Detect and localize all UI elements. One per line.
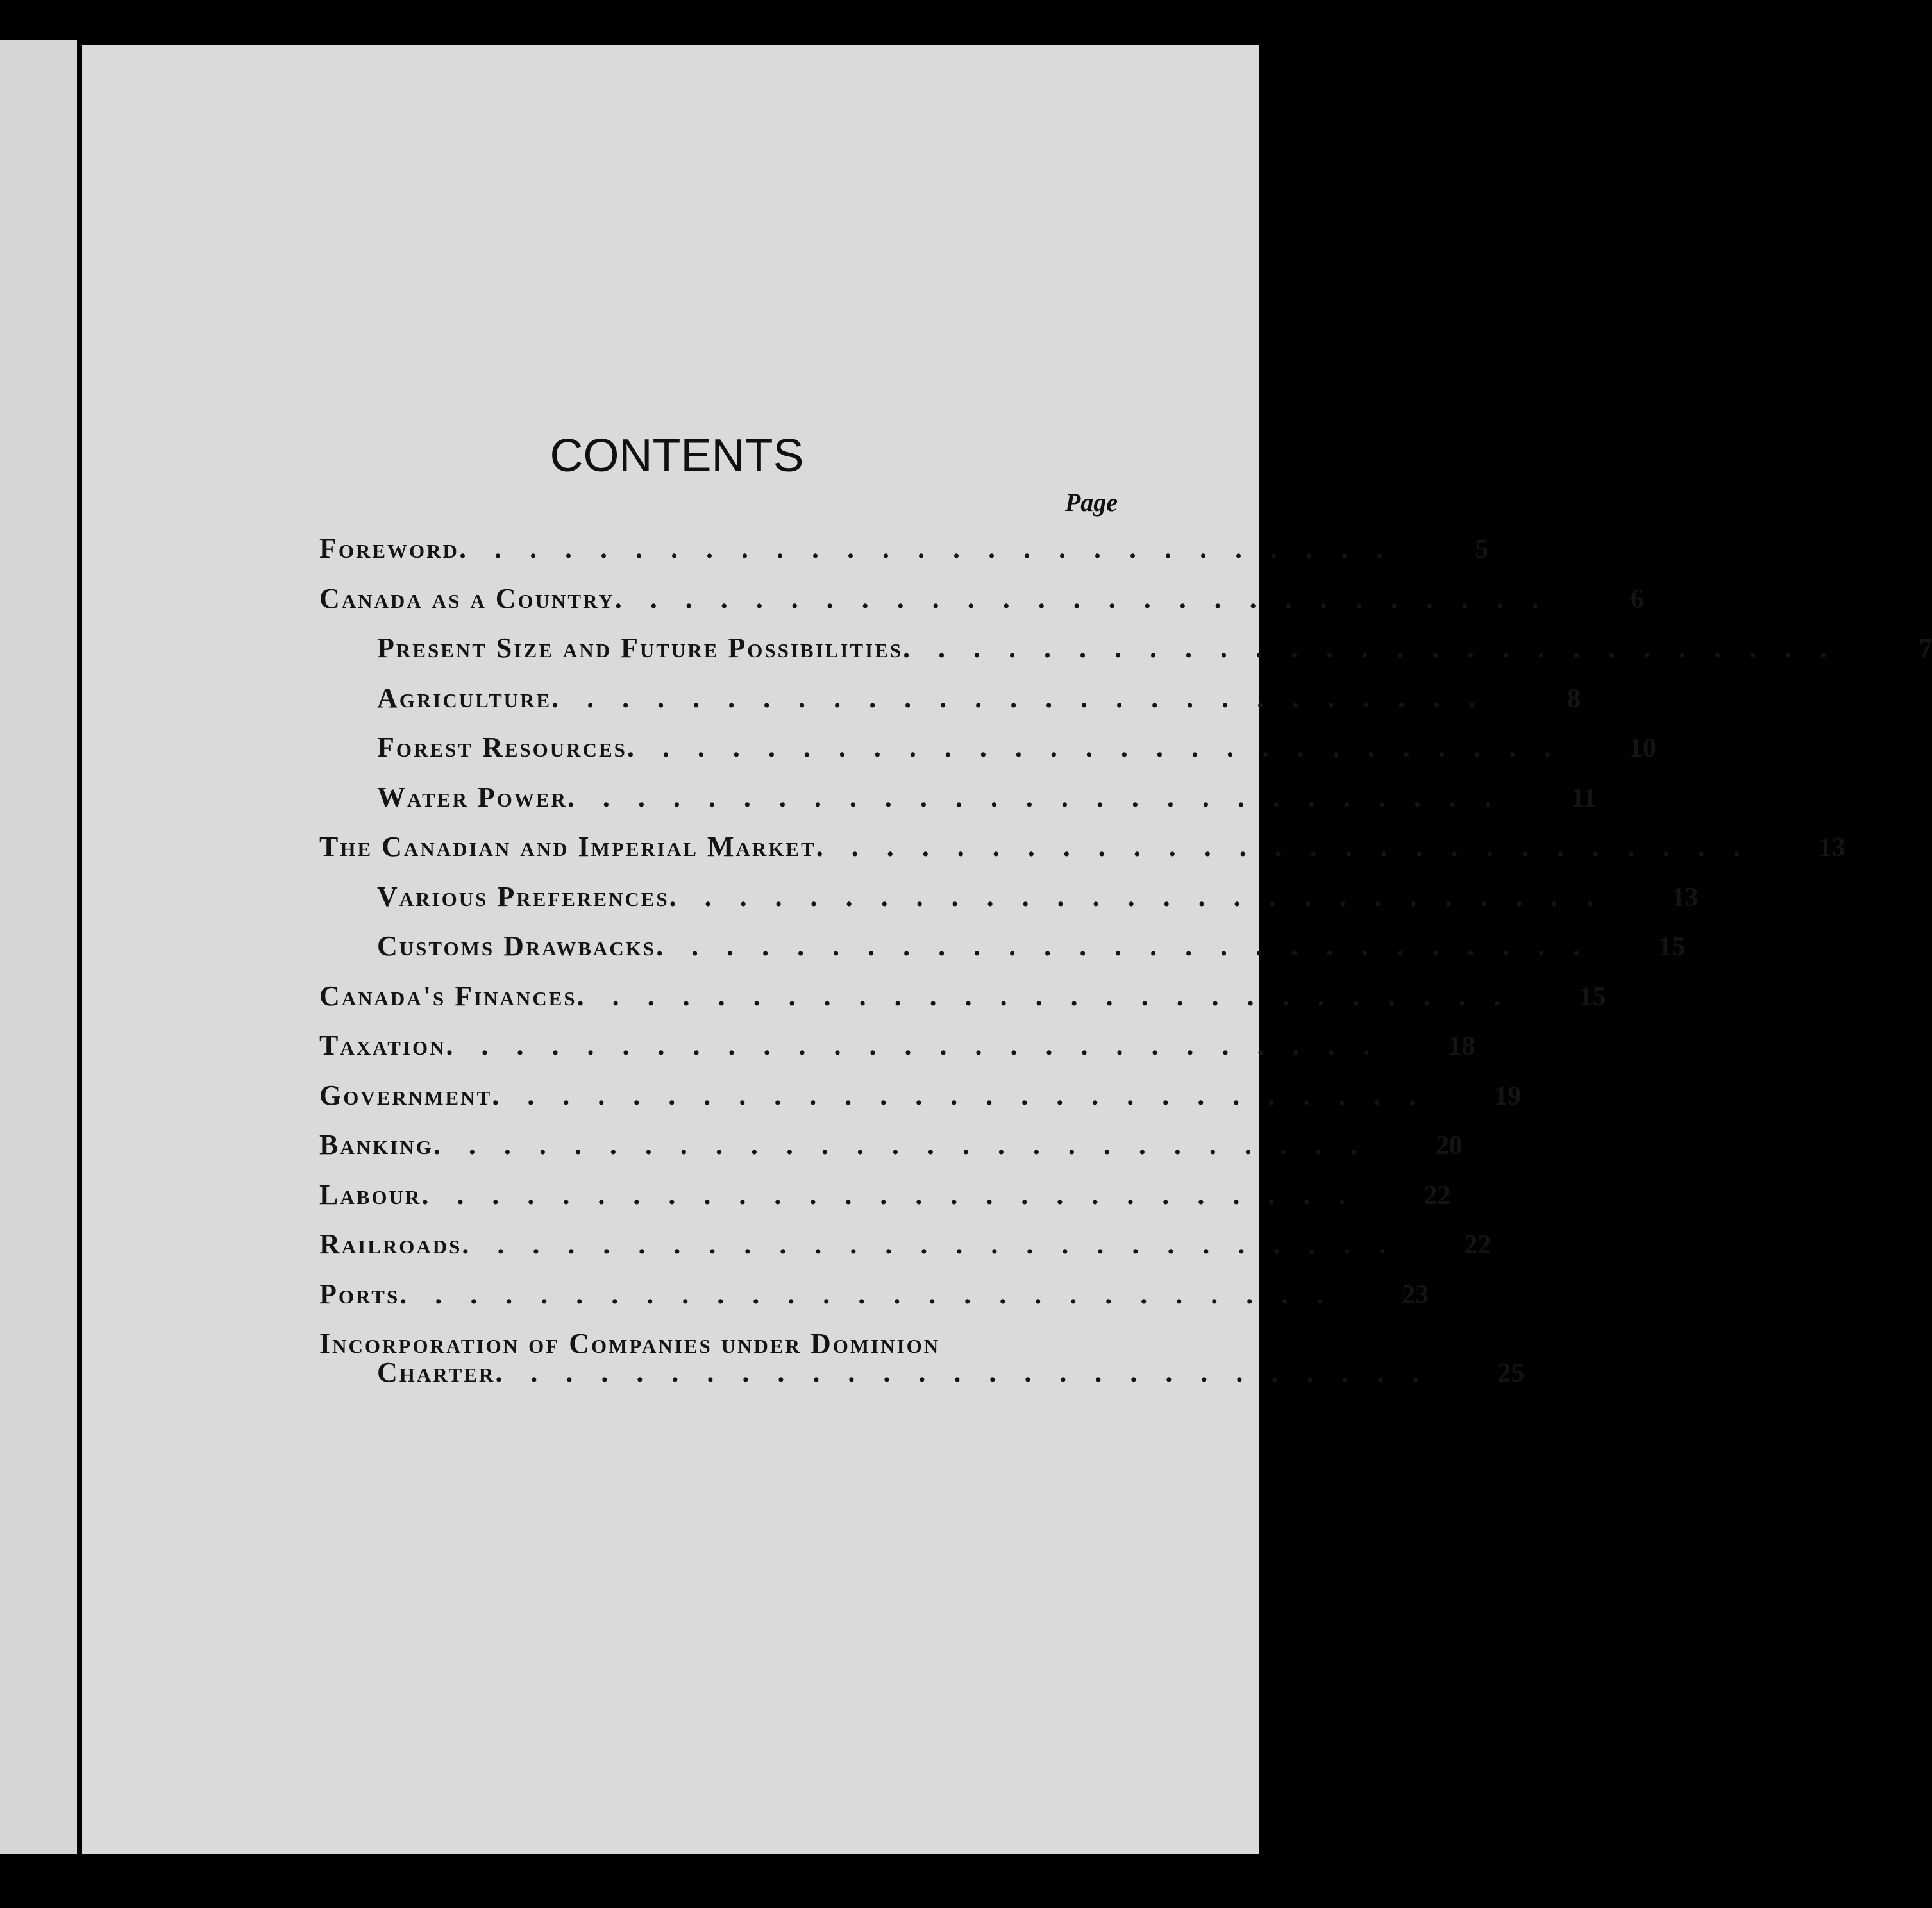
toc-entry bbox=[319, 632, 1932, 682]
toc-entry-page: 15 bbox=[1579, 982, 1606, 1012]
dot-leader: ........................... bbox=[614, 582, 1567, 614]
toc-entry-page: 18 bbox=[1448, 1032, 1475, 1061]
toc-entry-label: Ports bbox=[319, 1278, 400, 1310]
toc-entry-page: 11 bbox=[1571, 783, 1597, 813]
toc-entry-label: Banking bbox=[319, 1129, 433, 1160]
toc-entry bbox=[319, 980, 1606, 1030]
toc-entry-label: Canada as a Country bbox=[319, 582, 615, 614]
toc-entry-label: Labour bbox=[319, 1178, 422, 1210]
dot-leader: ........................... bbox=[433, 1129, 1386, 1160]
toc-entry-page: 23 bbox=[1402, 1280, 1429, 1310]
toc-entry-page: 20 bbox=[1435, 1131, 1463, 1160]
dot-leader: ........................... bbox=[656, 930, 1609, 962]
toc-entry-label: The Canadian and Imperial Market bbox=[319, 831, 816, 862]
toc-entry-label-continued: Charter bbox=[377, 1357, 496, 1388]
toc-entry bbox=[319, 582, 1644, 632]
dot-leader: ........................... bbox=[669, 880, 1622, 912]
facing-page-edge bbox=[0, 40, 77, 1854]
toc-entry-label: Agriculture bbox=[377, 682, 552, 714]
toc-entry-continuation bbox=[319, 1356, 1525, 1389]
toc-entry-page: 8 bbox=[1567, 683, 1581, 714]
dot-leader: ........................... bbox=[567, 781, 1520, 813]
dot-leader: ........................... bbox=[903, 632, 1856, 664]
dot-leader: ........................... bbox=[399, 1278, 1352, 1310]
toc-entry bbox=[319, 1228, 1491, 1278]
toc-entry bbox=[319, 1029, 1475, 1079]
dot-leader: ........................... bbox=[446, 1030, 1399, 1061]
toc-entry-label: Customs Drawbacks bbox=[377, 930, 657, 962]
toc-entry-label: Various Preferences bbox=[377, 880, 669, 912]
toc-entry bbox=[319, 830, 1845, 880]
toc-entry bbox=[319, 682, 1581, 732]
page-title: CONTENTS bbox=[550, 430, 804, 481]
toc-entry-page: 5 bbox=[1474, 535, 1488, 564]
toc-entry-label: Forest Resources bbox=[377, 732, 627, 763]
table-of-contents bbox=[319, 532, 1932, 1404]
toc-entry-label: Canada's Finances bbox=[319, 980, 577, 1012]
contents-page bbox=[82, 45, 1932, 1854]
toc-entry bbox=[319, 731, 1656, 781]
toc-entry bbox=[319, 1327, 1525, 1404]
dot-leader: ........................... bbox=[576, 980, 1529, 1012]
toc-entry-page: 13 bbox=[1671, 882, 1699, 912]
toc-entry-page: 22 bbox=[1424, 1180, 1451, 1210]
toc-entry-page: 7 bbox=[1919, 634, 1932, 664]
toc-entry-label: Railroads bbox=[319, 1228, 462, 1260]
dot-leader: ........................... bbox=[626, 732, 1579, 763]
dot-leader: ........................... bbox=[816, 831, 1768, 862]
toc-entry-page: 19 bbox=[1494, 1081, 1522, 1111]
toc-entry bbox=[319, 1278, 1429, 1328]
toc-entry-page: 6 bbox=[1630, 584, 1644, 614]
toc-entry-label: Government bbox=[319, 1079, 492, 1111]
toc-entry-page: 15 bbox=[1658, 932, 1686, 962]
toc-entry bbox=[319, 880, 1699, 930]
toc-entry bbox=[319, 1128, 1463, 1178]
toc-entry-page: 25 bbox=[1497, 1359, 1525, 1388]
dot-leader: ........................... bbox=[462, 1228, 1415, 1260]
toc-entry-page: 13 bbox=[1818, 833, 1845, 862]
toc-entry-label: Present Size and Future Possibilities bbox=[377, 632, 903, 664]
toc-entry bbox=[319, 930, 1686, 980]
toc-entry-page: 10 bbox=[1629, 733, 1656, 763]
toc-entry-label: Taxation bbox=[319, 1030, 446, 1061]
dot-leader: ........................... bbox=[551, 682, 1504, 714]
toc-entry bbox=[319, 781, 1597, 831]
toc-entry-page: 22 bbox=[1464, 1230, 1491, 1260]
toc-entry-label: Foreword bbox=[319, 533, 459, 564]
toc-entry-label: Incorporation of Companies under Dominion bbox=[319, 1328, 941, 1359]
dot-leader: ........................... bbox=[458, 533, 1411, 564]
dot-leader: ........................... bbox=[492, 1079, 1445, 1111]
dot-leader: ........................... bbox=[421, 1178, 1374, 1210]
toc-entry bbox=[319, 532, 1488, 582]
toc-entry bbox=[319, 1079, 1522, 1129]
dot-leader: ........................... bbox=[495, 1357, 1448, 1388]
toc-entry-label: Water Power bbox=[377, 781, 567, 813]
toc-entry bbox=[319, 1178, 1451, 1228]
page-column-label: Page bbox=[1064, 488, 1118, 517]
